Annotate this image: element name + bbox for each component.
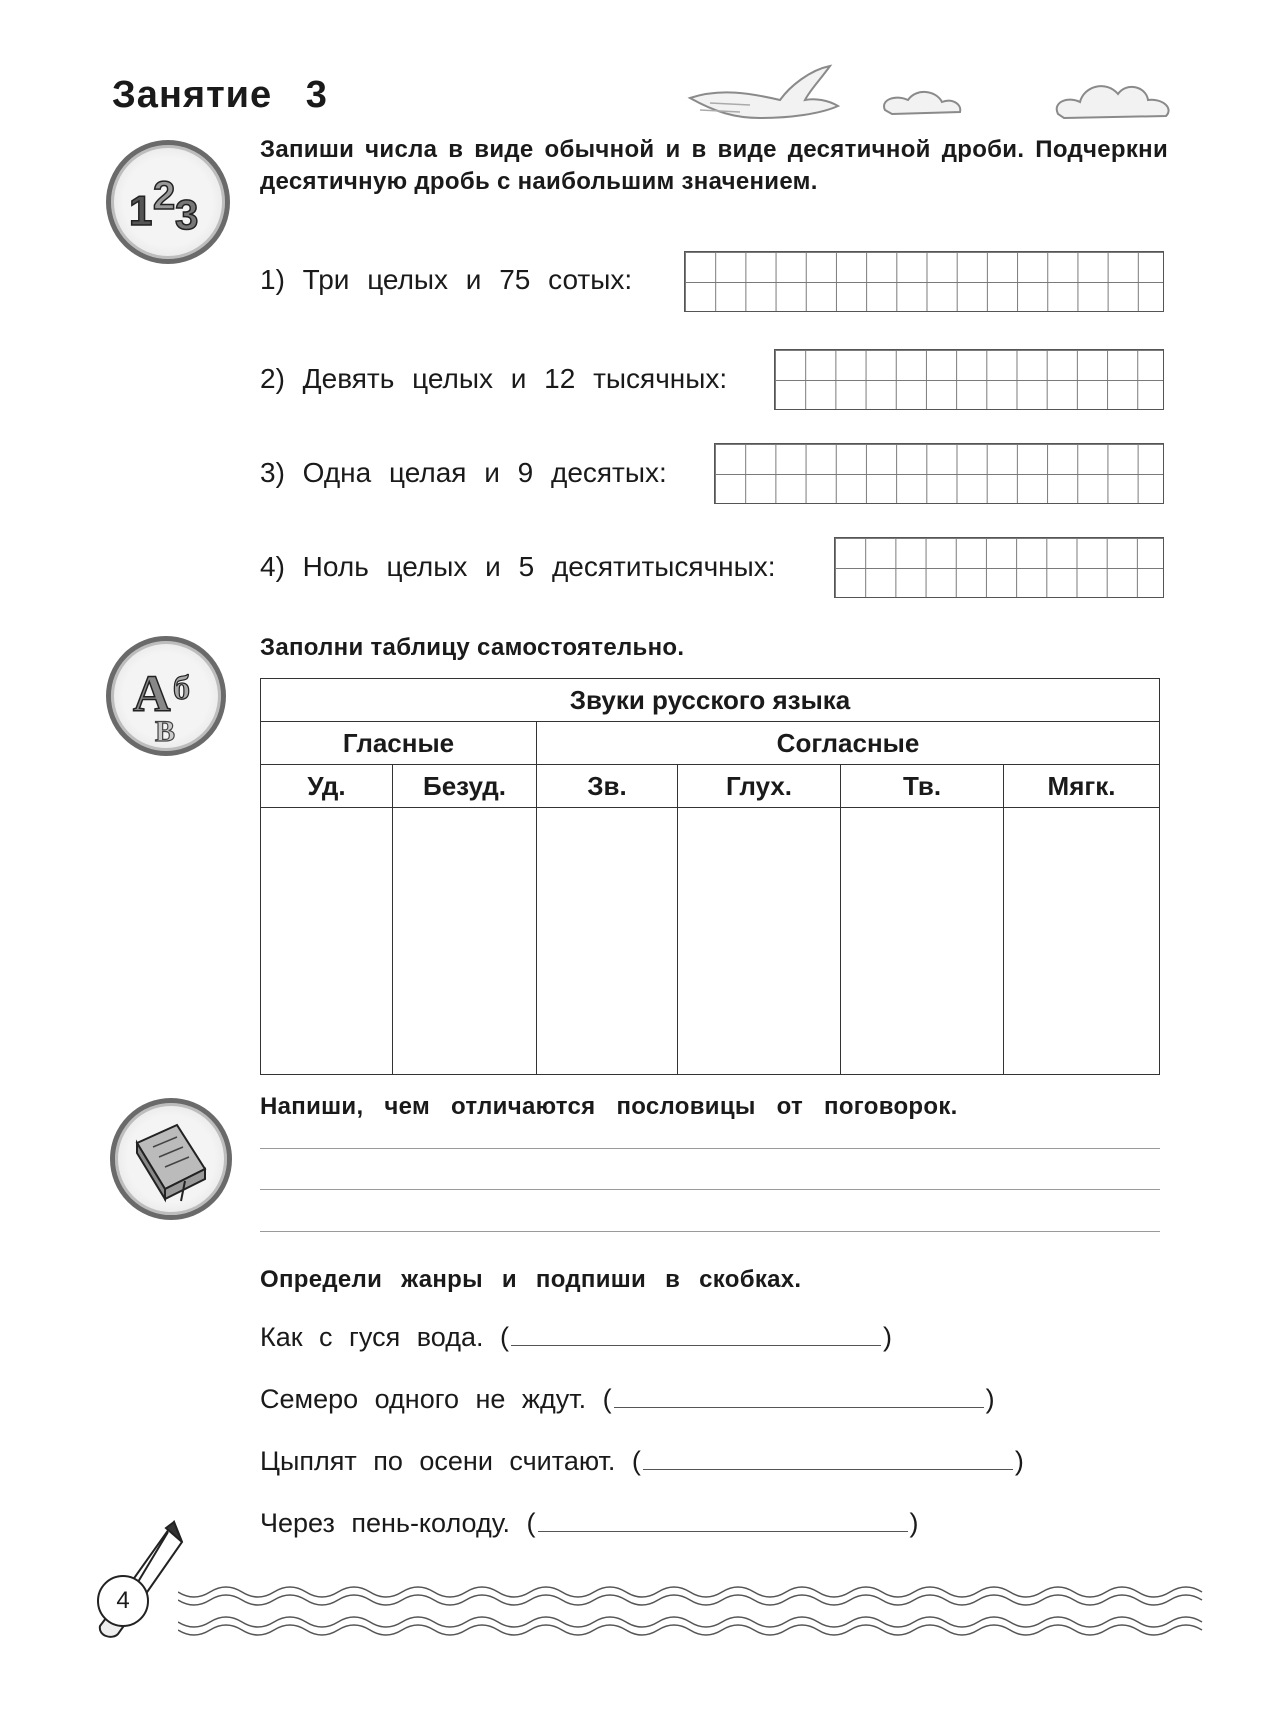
svg-text:б: б: [173, 670, 190, 707]
proverb-text: Цыплят по осени считают. (: [260, 1446, 641, 1476]
answer-grid-1[interactable]: [684, 251, 1164, 312]
alphabet-abv-icon: [106, 636, 226, 756]
svg-text:А: А: [133, 666, 171, 723]
sounds-table: [260, 678, 1160, 1075]
proverb-line-4: [260, 1508, 919, 1539]
answer-blank[interactable]: [643, 1447, 1013, 1470]
table-cell[interactable]: [678, 808, 841, 1075]
numbers-123-icon: [106, 140, 230, 264]
task1-instruction: Запиши числа в виде обычной и в виде десятичной дроби. Подчеркни десятичную дробь с наибольшим значением.: [260, 136, 1168, 195]
writing-line[interactable]: [260, 1148, 1160, 1149]
close-bracket: ): [882, 1322, 892, 1352]
svg-text:3: 3: [175, 191, 199, 238]
table-cell[interactable]: [1004, 808, 1160, 1075]
answer-grid-3[interactable]: [714, 443, 1164, 504]
task1-item-1: 1) Три целых и 75 сотых:: [260, 264, 633, 295]
column-header: Уд.: [261, 765, 393, 808]
writing-line[interactable]: [260, 1231, 1160, 1232]
proverb-line-1: [260, 1322, 892, 1353]
answer-blank[interactable]: [614, 1385, 984, 1408]
answer-grid-2[interactable]: [774, 349, 1164, 410]
bird-and-clouds-decoration: [680, 58, 1200, 133]
group-vowels: Гласные: [261, 722, 537, 765]
column-header: Глух.: [678, 765, 841, 808]
svg-text:В: В: [155, 715, 176, 748]
cloud-icon-2: [1057, 86, 1169, 118]
proverb-text: Как с гуся вода. (: [260, 1322, 509, 1352]
table-cell[interactable]: [261, 808, 393, 1075]
close-bracket: ): [909, 1508, 919, 1538]
writing-line[interactable]: [260, 1189, 1160, 1190]
task3-instruction: Напиши, чем отличаются пословицы от поговорок.: [260, 1093, 958, 1120]
svg-text:2: 2: [153, 174, 176, 218]
cloud-icon: [884, 92, 960, 114]
task4-instruction: Определи жанры и подпиши в скобках.: [260, 1266, 802, 1293]
answer-grid-4[interactable]: [834, 537, 1164, 598]
column-header: Тв.: [841, 765, 1004, 808]
column-header: Зв.: [537, 765, 678, 808]
group-consonants: Согласные: [537, 722, 1160, 765]
close-bracket: ): [1014, 1446, 1024, 1476]
proverb-text: Семеро одного не ждут. (: [260, 1384, 612, 1414]
waves-decoration: [178, 1584, 1230, 1644]
table-cell[interactable]: [393, 808, 537, 1075]
task1-item-4: 4) Ноль целых и 5 десятитысячных:: [260, 551, 776, 582]
page-number: 4: [97, 1575, 149, 1627]
answer-blank[interactable]: [538, 1509, 908, 1532]
column-header: Безуд.: [393, 765, 537, 808]
book-icon: [110, 1098, 232, 1220]
task2-instruction: Заполни таблицу самостоятельно.: [260, 634, 685, 661]
task1-item-2: 2) Девять целых и 12 тысячных:: [260, 363, 728, 394]
table-cell[interactable]: [537, 808, 678, 1075]
proverb-line-2: [260, 1384, 995, 1415]
lesson-title: Занятие 3: [112, 74, 328, 116]
proverb-text: Через пень-колоду. (: [260, 1508, 536, 1538]
table-cell[interactable]: [841, 808, 1004, 1075]
task1-item-3: 3) Одна целая и 9 десятых:: [260, 457, 667, 488]
close-bracket: ): [985, 1384, 995, 1414]
column-header: Мягк.: [1004, 765, 1160, 808]
svg-text:1: 1: [129, 187, 153, 234]
answer-blank[interactable]: [511, 1323, 881, 1346]
table-title: Звуки русского языка: [261, 679, 1160, 722]
proverb-line-3: [260, 1446, 1024, 1477]
